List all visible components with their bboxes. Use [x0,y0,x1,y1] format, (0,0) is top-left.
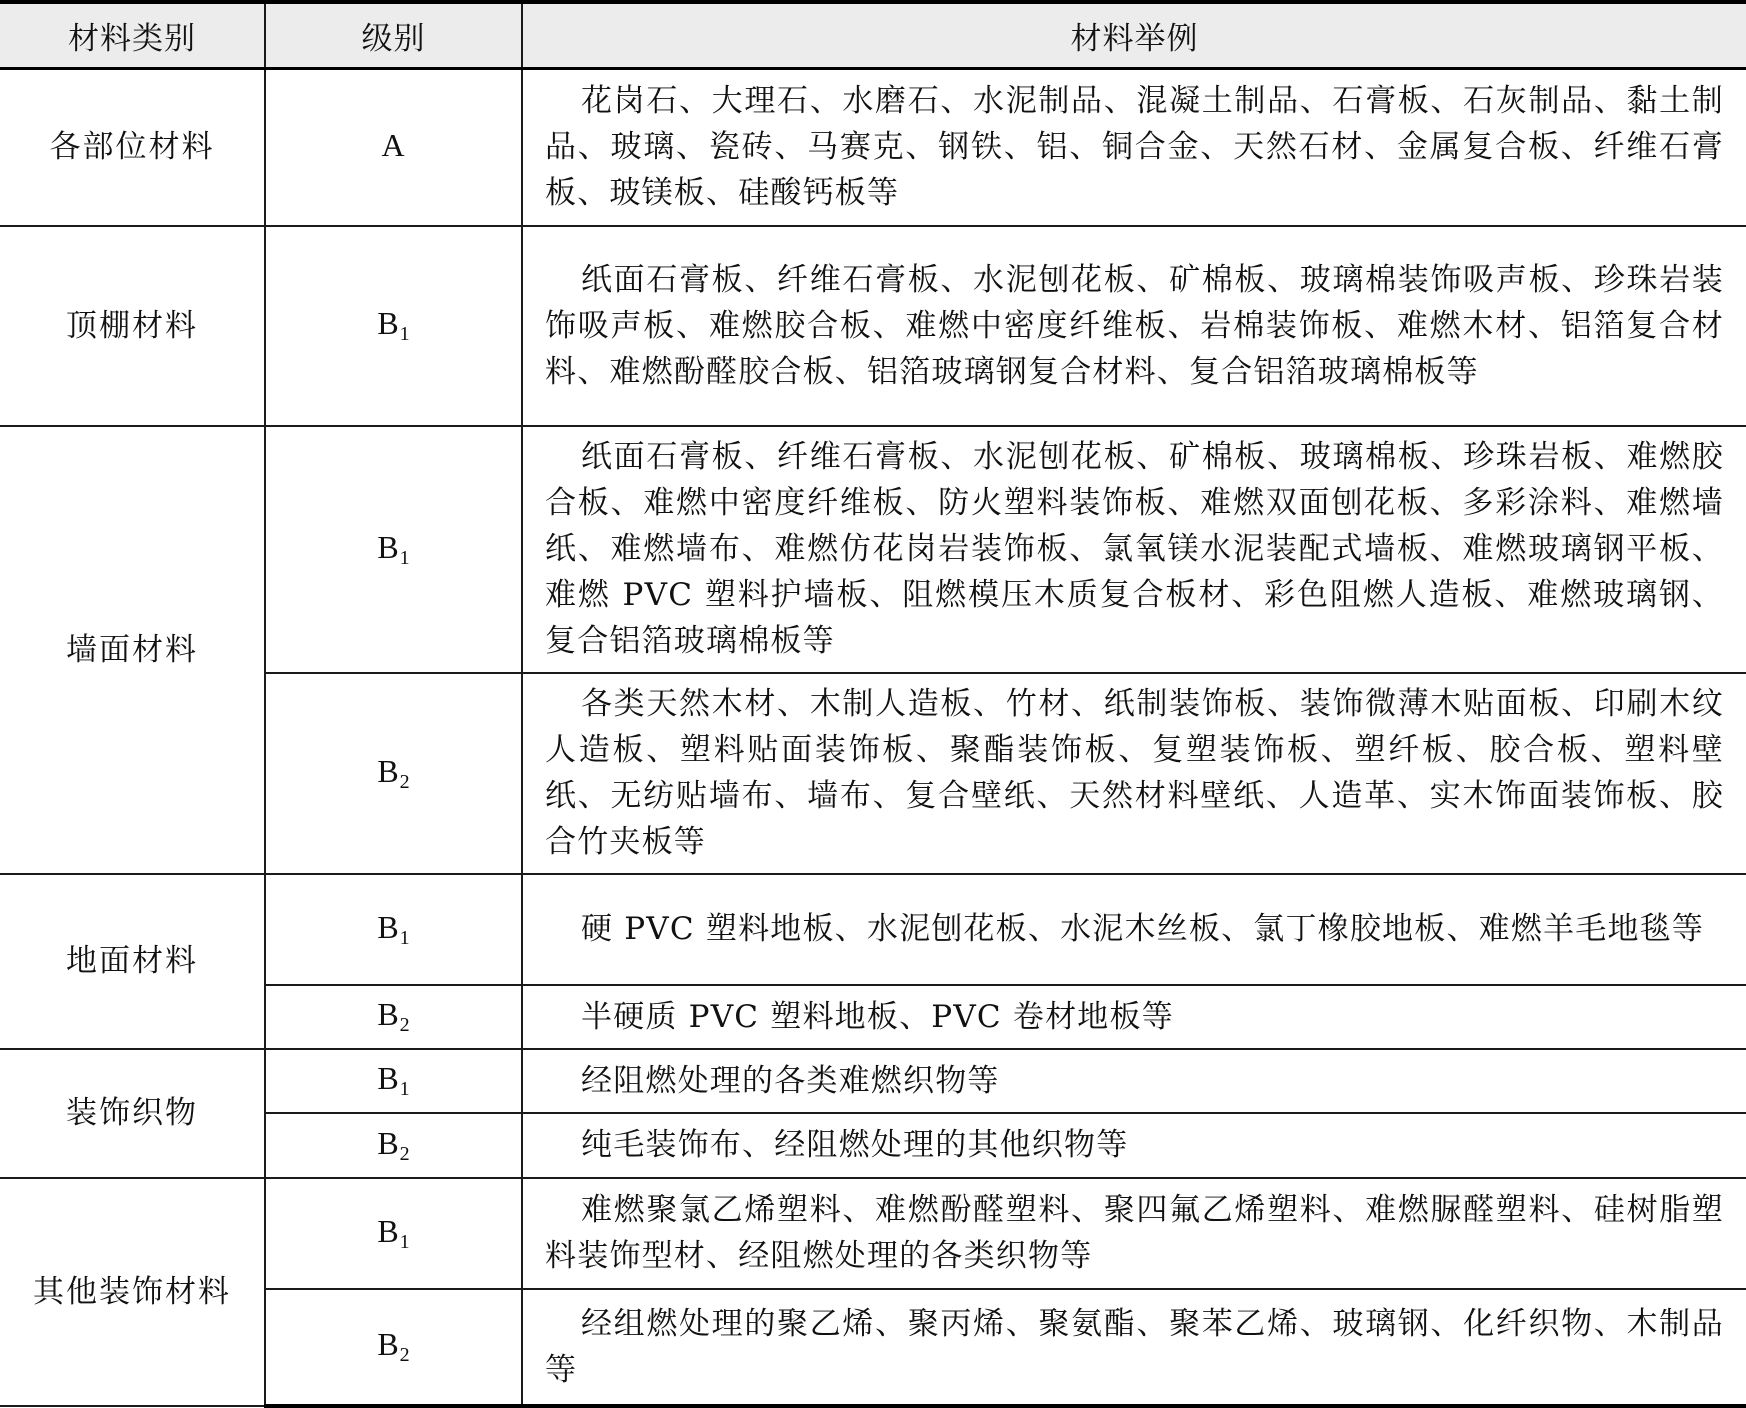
category-cell: 顶棚材料 [0,226,265,426]
level-subscript: 1 [399,1078,410,1100]
level-subscript: 2 [399,1344,410,1366]
level-subscript: 1 [399,323,410,345]
examples-text: 纯毛装饰布、经阻燃处理的其他织物等 [581,1127,1129,1163]
level-letter: B [377,1060,399,1096]
table-row [0,426,1746,673]
category-cell: 其他装饰材料 [0,1178,265,1406]
examples-cell [522,985,1746,1049]
level-cell [265,426,522,673]
level-letter: B [377,528,399,565]
examples-text: 纸面石膏板、纤维石膏板、水泥刨花板、矿棉板、玻璃棉板、珍珠岩板、难燃胶合板、难燃中密度纤维板、防火塑料装饰板、难燃双面刨花板、多彩涂料、难燃墙纸、难燃墙布、难燃仿花岗岩装饰板、氯氧镁水泥装配式墙板、难燃玻璃钢平板、难燃 PVC 塑料护墙板、阻燃模压木质复合板材、彩色阻燃人造板、难燃玻璃钢、复合铝箔玻璃棉板等 [545,439,1724,659]
level-letter: A [381,126,405,163]
examples-cell [522,1113,1746,1178]
table-row [0,874,1746,985]
examples-text: 经阻燃处理的各类难燃织物等 [581,1062,1000,1099]
level-cell [265,1049,522,1113]
category-cell: 墙面材料 [0,426,265,874]
examples-cell [522,1289,1746,1406]
level-subscript: 2 [399,770,410,793]
level-letter: B [377,996,399,1032]
examples-text: 花岗石、大理石、水磨石、水泥制品、混凝土制品、石膏板、石灰制品、黏土制品、玻璃、瓷砖、马赛克、钢铁、铝、铜合金、天然石材、金属复合板、纤维石膏板、玻镁板、硅酸钙板等 [545,83,1724,212]
category-cell: 各部位材料 [0,69,265,226]
table-row [0,69,1746,226]
level-subscript: 2 [399,1014,410,1036]
level-cell [265,69,522,226]
category-cell: 装饰织物 [0,1049,265,1178]
examples-text: 经组燃处理的聚乙烯、聚丙烯、聚氨酯、聚苯乙烯、玻璃钢、化纤织物、木制品等 [545,1305,1724,1388]
level-subscript: 1 [399,546,410,569]
level-cell [265,1289,522,1406]
table-row [0,226,1746,426]
level-letter: B [377,1326,399,1362]
level-cell [265,1113,522,1178]
level-cell [265,673,522,874]
level-subscript: 1 [399,1230,410,1253]
level-cell [265,1178,522,1289]
examples-text: 半硬质 PVC 塑料地板、PVC 卷材地板等 [581,998,1174,1035]
level-cell [265,985,522,1049]
level-letter: B [377,305,399,341]
examples-cell [522,673,1746,874]
category-cell: 地面材料 [0,874,265,1049]
examples-cell [522,69,1746,226]
examples-text: 硬 PVC 塑料地板、水泥刨花板、水泥木丝板、氯丁橡胶地板、难燃羊毛地毯等 [581,911,1705,947]
level-subscript: 2 [399,1142,410,1165]
examples-cell [522,874,1746,985]
level-cell [265,874,522,985]
header-category: 材料类别 [0,2,265,69]
examples-text: 各类天然木材、木制人造板、竹材、纸制装饰板、装饰微薄木贴面板、印刷木纹人造板、塑料贴面装饰板、聚酯装饰板、复塑装饰板、塑纤板、胶合板、塑料壁纸、无纺贴墙布、墙布、复合壁纸、天然材料壁纸、人造革、实木饰面装饰板、胶合竹夹板等 [545,686,1724,860]
table-row [0,1178,1746,1289]
header-examples: 材料举例 [522,2,1746,69]
examples-text: 难燃聚氯乙烯塑料、难燃酚醛塑料、聚四氟乙烯塑料、难燃脲醛塑料、硅树脂塑料装饰型材、经阻燃处理的各类织物等 [545,1192,1724,1274]
level-subscript: 1 [399,926,410,949]
level-letter: B [377,1124,399,1161]
examples-cell [522,1049,1746,1113]
level-cell [265,226,522,426]
level-letter: B [377,1212,399,1249]
examples-cell [522,426,1746,673]
table-row [0,1049,1746,1113]
examples-cell [522,226,1746,426]
examples-cell [522,1178,1746,1289]
header-level: 级别 [265,2,522,69]
level-letter: B [377,908,399,945]
level-letter: B [377,752,399,789]
examples-text: 纸面石膏板、纤维石膏板、水泥刨花板、矿棉板、玻璃棉装饰吸声板、珍珠岩装饰吸声板、难燃胶合板、难燃中密度纤维板、岩棉装饰板、难燃木材、铝箔复合材料、难燃酚醛胶合板、铝箔玻璃钢复合材料、复合铝箔玻璃棉板等 [545,261,1724,390]
